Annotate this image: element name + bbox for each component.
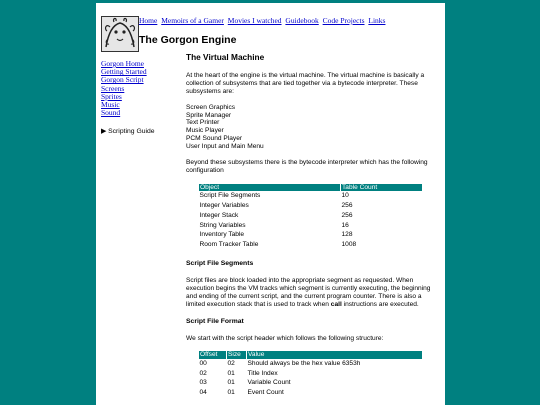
table-cell: 01: [227, 379, 235, 387]
table-row: [199, 370, 423, 380]
nav-link-links[interactable]: Links: [368, 16, 386, 25]
table-cell: Room Tracker Table: [199, 241, 259, 249]
table-row: [199, 389, 423, 399]
format-paragraph: We start with the script header which follows the following structure:: [186, 334, 384, 342]
column-header: Offset: [199, 351, 227, 359]
table-cell: 02: [227, 359, 235, 367]
subsystem-item: Sprite Manager: [186, 111, 232, 119]
nav-link-home[interactable]: Home: [139, 16, 158, 25]
segments-text-end: instructions are executed.: [341, 300, 419, 308]
table-cell: Script File Segments: [199, 192, 261, 200]
page-container: [96, 3, 445, 405]
segments-text: Script files are block loaded into the appropriate segment as requested. When execution begins the VM tracks which segment is currently executing, the beginning and ending of the current script, and the current program counter. There is also a limited execution stack that is used to track when: [186, 276, 431, 308]
table-cell: Variable Count: [247, 379, 291, 387]
table-cell: 10: [341, 192, 349, 200]
scripting-guide-toggle[interactable]: ▶ Scripting Guide: [101, 128, 155, 136]
nav-link-code-projects[interactable]: Code Projects: [322, 16, 365, 25]
gorgon-logo: [101, 16, 139, 52]
sidebar-link-screens[interactable]: Screens: [101, 83, 125, 93]
column-header: Value: [247, 351, 423, 359]
table-cell: 01: [227, 389, 235, 397]
table-row: [199, 241, 423, 251]
subsystem-list: [186, 104, 438, 151]
nav-link-memoirs[interactable]: Memoirs of a Gamer: [161, 16, 224, 25]
table-cell: String Variables: [199, 221, 246, 229]
sidebar-link-sound[interactable]: Sound: [101, 108, 121, 118]
table-header-row: [199, 183, 423, 191]
column-header: Table Count: [341, 183, 423, 191]
table-cell: 16: [341, 221, 349, 229]
gorgon-logo-image: [102, 17, 138, 51]
table-row: [199, 202, 423, 212]
table-cell: 03: [199, 379, 207, 387]
table-cell: Integer Stack: [199, 211, 239, 219]
nav-link-movies[interactable]: Movies I watched: [227, 16, 282, 25]
nav-link-guidebook[interactable]: Guidebook: [285, 16, 319, 25]
table-cell: 04: [199, 389, 207, 397]
table-cell: 01: [227, 369, 235, 377]
table-cell: 256: [341, 202, 353, 210]
table-row: [199, 379, 423, 389]
table-cell: 1008: [341, 241, 357, 249]
subsystem-item: User Input and Main Menu: [186, 143, 264, 151]
config-table: [198, 183, 423, 251]
table-cell: Inventory Table: [199, 231, 245, 239]
sidebar-link-music[interactable]: Music: [101, 100, 120, 110]
top-navigation: [139, 16, 387, 25]
intro-paragraph: At the heart of the engine is the virtual machine. The virtual machine is basically a collection of subsystems that are tied together via a bytecode interpreter. These subsystems are:: [186, 71, 425, 95]
subsystem-item: Music Player: [186, 127, 224, 135]
subsystem-item: Text Printer: [186, 119, 220, 127]
header-format-table: [198, 350, 423, 399]
table-row: [199, 212, 423, 222]
table-row: [199, 222, 423, 232]
config-paragraph: Beyond these subsystems there is the bytecode interpreter which has the following configuration: [186, 159, 428, 174]
table-cell: 00: [199, 359, 207, 367]
sidebar-link-sprites[interactable]: Sprites: [101, 91, 122, 101]
table-row: [199, 231, 423, 241]
table-cell: Title Index: [247, 369, 278, 377]
table-row: [199, 359, 423, 369]
call-keyword: call: [330, 300, 342, 308]
subsystem-item: PCM Sound Player: [186, 135, 243, 143]
column-header: Object: [199, 183, 341, 191]
segments-heading: Script File Segments: [186, 260, 254, 268]
table-cell: 128: [341, 231, 353, 239]
table-cell: Should always be the hex value 6353h: [247, 359, 361, 367]
column-header: Size: [227, 351, 247, 359]
table-cell: Integer Variables: [199, 202, 249, 210]
section-heading: The Virtual Machine: [186, 52, 265, 62]
table-cell: Event Count: [247, 389, 284, 397]
sidebar-link-getting-started[interactable]: Getting Started: [101, 67, 147, 77]
sidebar-link-gorgon-home[interactable]: Gorgon Home: [101, 59, 144, 68]
main-content: [186, 54, 438, 405]
sidebar: [101, 60, 155, 137]
site-title: The Gorgon Engine: [139, 34, 237, 46]
format-heading: Script File Format: [186, 317, 244, 325]
table-header-row: [199, 351, 423, 359]
sidebar-link-gorgon-script[interactable]: Gorgon Script: [101, 75, 144, 85]
subsystem-item: Screen Graphics: [186, 103, 236, 111]
table-cell: 02: [199, 369, 207, 377]
segments-paragraph: [186, 277, 438, 309]
table-cell: 256: [341, 211, 353, 219]
table-row: [199, 192, 423, 202]
